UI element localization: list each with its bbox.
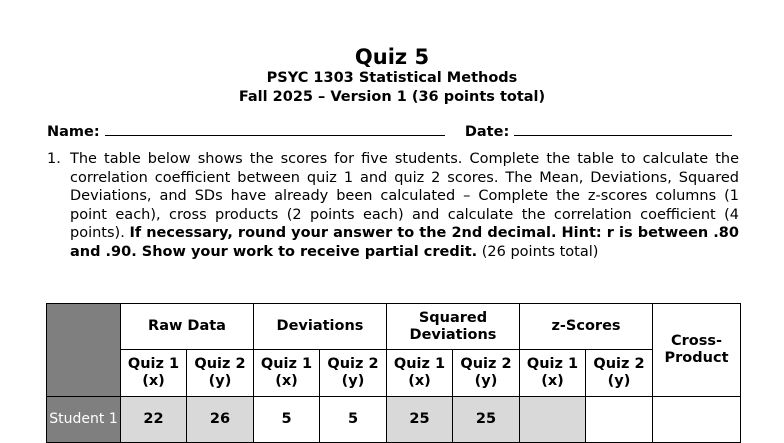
cell-z-x[interactable] bbox=[520, 397, 586, 443]
sub-z-quiz1: Quiz 1 (x) bbox=[520, 350, 586, 397]
header-raw-data: Raw Data bbox=[121, 304, 254, 350]
header-squared-deviations: Squared Deviations bbox=[387, 304, 520, 350]
cell-z-y[interactable] bbox=[586, 397, 653, 443]
name-blank[interactable] bbox=[105, 121, 445, 136]
table-corner bbox=[47, 304, 121, 397]
sub-raw-quiz2: Quiz 2 (y) bbox=[187, 350, 254, 397]
question-text bbox=[70, 150, 739, 261]
sub-sq-quiz1: Quiz 1 (x) bbox=[387, 350, 453, 397]
term-version: Fall 2025 – Version 1 (36 points total) bbox=[238, 89, 546, 105]
sub-sq-quiz2: Quiz 2 (y) bbox=[453, 350, 520, 397]
cell-raw-x: 22 bbox=[121, 397, 187, 443]
cell-sq-x: 25 bbox=[387, 397, 453, 443]
date-blank[interactable] bbox=[514, 121, 732, 136]
correlation-table bbox=[46, 303, 741, 443]
cell-dev-x: 5 bbox=[254, 397, 320, 443]
quiz-title: Quiz 5 bbox=[354, 45, 430, 69]
course-name: PSYC 1303 Statistical Methods bbox=[266, 70, 518, 86]
sub-dev-quiz2: Quiz 2 (y) bbox=[320, 350, 387, 397]
header-deviations: Deviations bbox=[254, 304, 387, 350]
sub-raw-quiz1: Quiz 1 (x) bbox=[121, 350, 187, 397]
header-cross-product: Cross-Product bbox=[653, 304, 741, 397]
question-text-end: (26 points total) bbox=[481, 243, 599, 260]
sub-z-quiz2: Quiz 2 (y) bbox=[586, 350, 653, 397]
table-row bbox=[47, 397, 741, 443]
question-text-bold: If necessary, round your answer to the 2nd decimal. Hint: r is between .80 and .90. Show your work to receive partial credit. bbox=[70, 225, 739, 260]
row-label: Student 1 bbox=[47, 397, 121, 443]
cell-dev-y: 5 bbox=[320, 397, 387, 443]
question-text-plain: The table below shows the scores for five students. Complete the table to calculate the correlation coefficient between quiz 1 and quiz 2 scores. The Mean, Deviations, Squared Deviations, and SDs have already been calculated – Complete the z-scores columns (1 point each), cross products (2 points each) and calculate the correlation coefficient (4 points). bbox=[70, 151, 739, 241]
cell-cross-product[interactable] bbox=[653, 397, 741, 443]
header-z-scores: z-Scores bbox=[520, 304, 653, 350]
question-number: 1. bbox=[47, 151, 61, 167]
sub-dev-quiz1: Quiz 1 (x) bbox=[254, 350, 320, 397]
question-1 bbox=[47, 150, 739, 261]
cell-sq-y: 25 bbox=[453, 397, 520, 443]
name-date-row bbox=[47, 121, 747, 142]
name-label: Name: bbox=[47, 124, 100, 140]
cell-raw-y: 26 bbox=[187, 397, 254, 443]
date-label: Date: bbox=[464, 124, 510, 140]
